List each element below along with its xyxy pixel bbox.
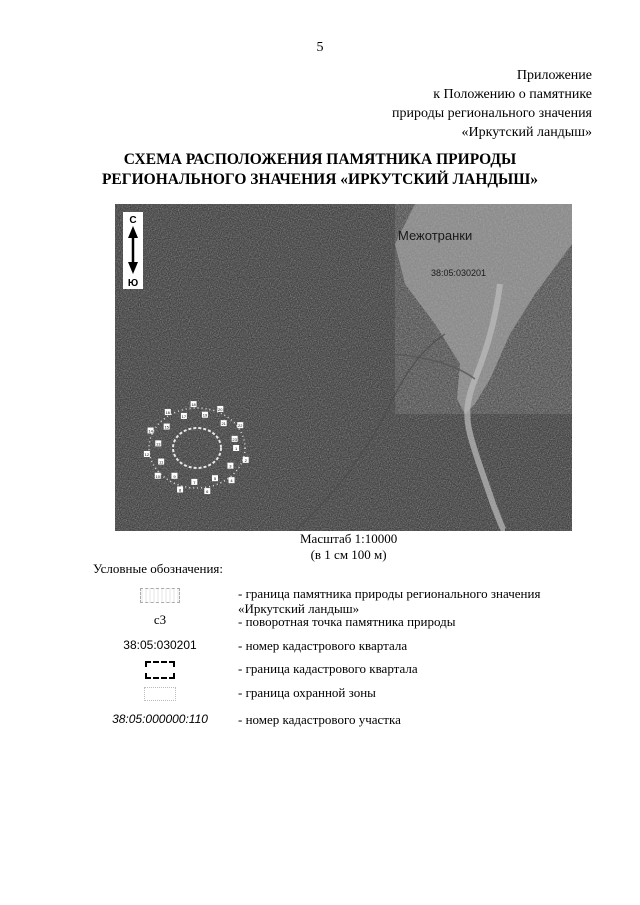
turning-point-label: 20 [218, 406, 223, 412]
legend-text-parcel-number: - номер кадастрового участка [238, 712, 401, 727]
legend-text-line: «Иркутский ландыш» [238, 601, 360, 616]
turning-point-label: 21 [221, 421, 226, 427]
legend-text-turning-point: - поворотная точка памятника природы [238, 614, 456, 629]
legend-symbol-quarter-boundary [105, 661, 215, 682]
scale-line-1: Масштаб 1:10000 [300, 531, 398, 546]
turning-point-label: 4 [230, 478, 233, 484]
map-svg [115, 204, 572, 531]
turning-point-label: 17 [181, 413, 187, 419]
turning-point-label: 15 [164, 424, 169, 430]
title-line-1: СХЕМА РАСПОЛОЖЕНИЯ ПАМЯТНИКА ПРИРОДЫ [123, 151, 517, 168]
legend-text-line: - граница памятника природы регионального значения [238, 586, 541, 601]
quarter-label: 38:05:030201 [431, 268, 487, 278]
appendix-line-3: природы регионального значения [392, 106, 592, 121]
turning-point-label: 2 [244, 457, 247, 463]
appendix-header [392, 66, 592, 142]
appendix-line-2: к Положению о памятнике [433, 87, 592, 102]
legend-text-protection-zone: - граница охранной зоны [238, 685, 376, 700]
turning-point-label: 11 [159, 459, 164, 465]
turning-point-label: 14 [148, 428, 153, 434]
title-line-2: РЕГИОНАЛЬНОГО ЗНАЧЕНИЯ «ИРКУТСКИЙ ЛАНДЫШ» [101, 171, 539, 188]
legend-symbol-parcel-number: 38:05:000000:110 [112, 712, 208, 726]
legend-heading: Условные обозначения: [93, 561, 224, 576]
legend-symbol-quarter-number: 38:05:030201 [123, 638, 197, 652]
turning-point-label: 22 [238, 423, 243, 429]
turning-point-label: 1 [234, 446, 238, 451]
turning-point-label: 6 [206, 489, 209, 495]
compass [123, 212, 143, 289]
turning-point-label: 19 [202, 412, 208, 418]
turning-point-label: 7 [193, 479, 196, 485]
legend-text-quarter-number: - номер кадастрового квартала [238, 638, 408, 653]
place-label: Межотранки [398, 228, 473, 243]
appendix-line-4: «Иркутский ландыш» [461, 125, 592, 140]
legend-symbol-turning-point [105, 612, 215, 627]
scale-line-2: (в 1 см 100 м) [310, 547, 387, 562]
turning-point-label: 12 [144, 451, 150, 457]
appendix-line-1: Приложение [516, 68, 592, 83]
legend-symbol-protection-zone [105, 687, 215, 704]
satellite-map [115, 204, 572, 531]
turning-point-label: 5 [213, 476, 217, 482]
legend-symbol-boundary [105, 588, 215, 606]
map-scale [300, 531, 397, 563]
turning-point-label: 10 [155, 473, 160, 479]
turning-point-label: 23 [232, 436, 237, 442]
document-title [40, 150, 600, 190]
legend-text-boundary [238, 586, 598, 616]
turning-point-label: 9 [173, 473, 176, 479]
turning-point-label: 16 [165, 410, 171, 416]
turning-point-label: 13 [156, 441, 161, 447]
legend-text-quarter-boundary: - граница кадастрового квартала [238, 661, 418, 676]
compass-north-label: С [129, 215, 137, 226]
page-number: 5 [316, 40, 324, 55]
turning-point-label: 3 [229, 463, 232, 469]
compass-south-label: Ю [127, 278, 139, 289]
turning-point-label: 18 [191, 402, 196, 408]
legend-symbol-text: с3 [153, 612, 167, 627]
turning-point-label: 8 [178, 487, 182, 493]
